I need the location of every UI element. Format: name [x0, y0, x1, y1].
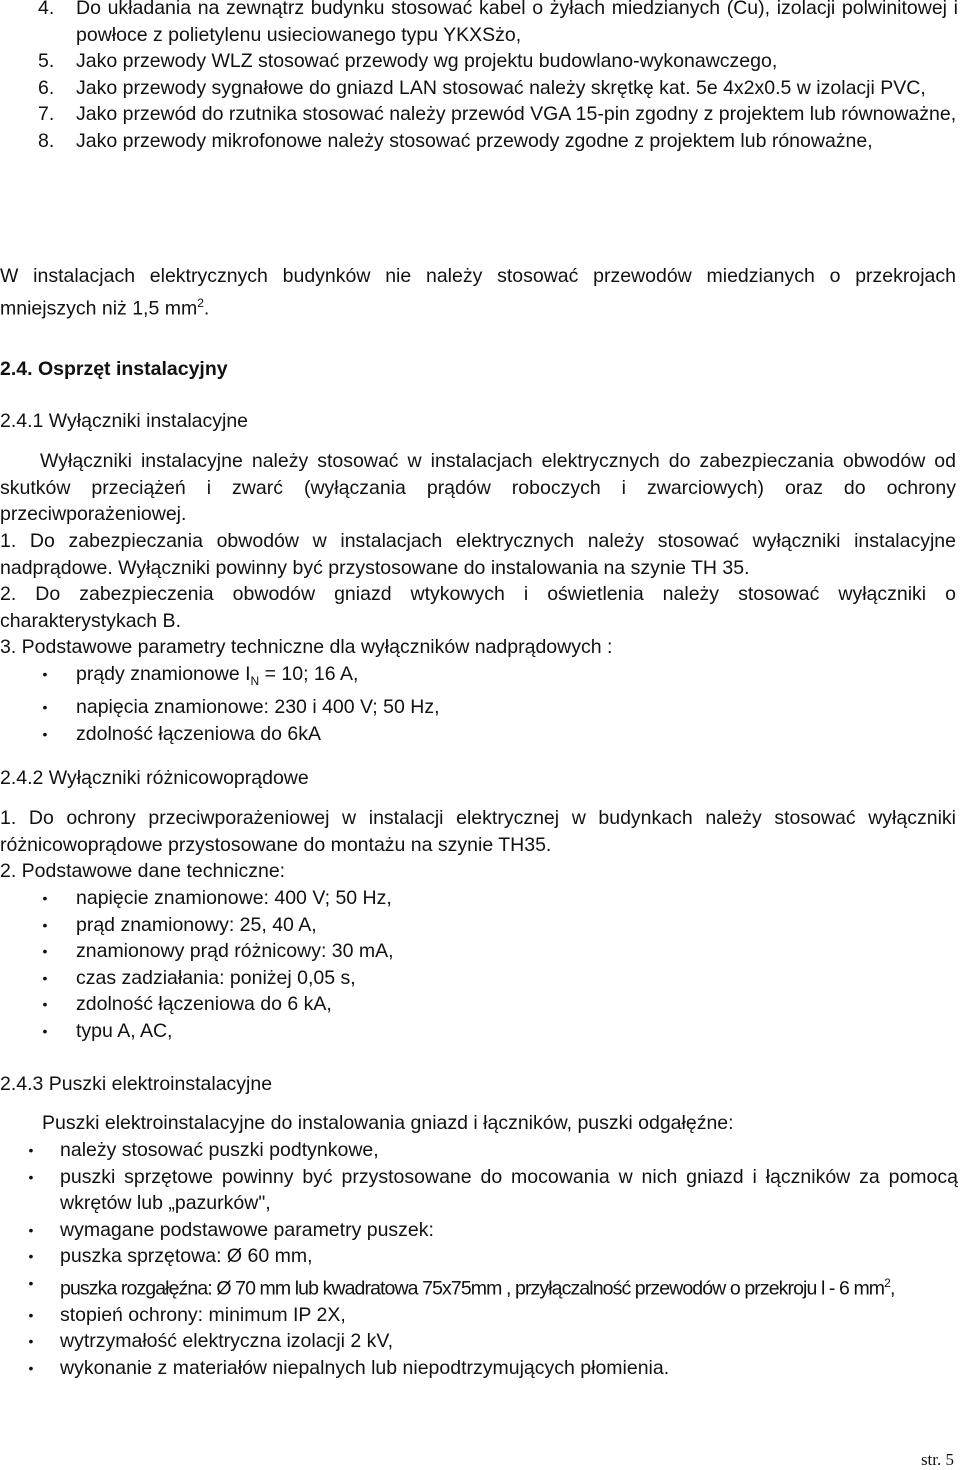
- item-text: [52, 661, 938, 694]
- rcd-point-1: 1. Do ochrony przeciwporażeniowej w instalacji elektrycznej w budynkach należy stosować wyłączniki różnicowoprądowe przystosowane do montażu na szynie TH35.: [0, 807, 956, 856]
- wylaczniki-parameters-list: [38, 661, 938, 747]
- rated-current-label: prądy znamionowe I: [76, 663, 251, 685]
- rcd-parameters-list: [38, 885, 938, 1044]
- item-text: [38, 1270, 958, 1302]
- subsection-heading-rcd: 2.4.2 Wyłączniki różnicowoprądowe: [0, 767, 309, 789]
- list-item: [38, 885, 938, 912]
- item-end: ,: [889, 1277, 895, 1299]
- bullet-icon: •: [42, 943, 48, 959]
- wylaczniki-point-1: 1. Do zabezpieczania obwodów w instalacjach elektrycznych należy stosować wyłączniki instalacyjne nadprądowe. Wyłączniki powinny być przystosowane do instalowania na szynie TH 35.: [0, 530, 956, 579]
- bullet-icon: •: [28, 1248, 34, 1264]
- item-number: 5.: [38, 50, 55, 72]
- puszki-list: [24, 1137, 958, 1381]
- page-number: str. 5: [920, 1450, 954, 1469]
- item-number: 8.: [38, 129, 55, 152]
- wylaczniki-point-3: 3. Podstawowe parametry techniczne dla wyłączników nadprądowych :: [0, 636, 613, 658]
- item-text: typu A, AC,: [76, 1019, 173, 1042]
- rated-current-values: = 10; 16 A,: [259, 663, 359, 685]
- bullet-icon: •: [28, 1142, 34, 1158]
- cable-requirements-list: [0, 0, 958, 154]
- item-text: należy stosować puszki podtynkowe,: [60, 1139, 379, 1161]
- item-text: napięcia znamionowe: 230 i 400 V; 50 Hz,: [76, 696, 440, 719]
- bullet-icon: •: [42, 666, 48, 682]
- item-text: stopień ochrony: minimum IP 2X,: [60, 1303, 346, 1326]
- item-text: zdolność łączeniowa do 6kA: [76, 722, 321, 745]
- bullet-icon: •: [28, 1359, 34, 1376]
- item-text: wykonanie z materiałów niepalnych lub niepodtrzymujących płomienia.: [60, 1356, 670, 1379]
- bullet-icon: •: [42, 996, 48, 1012]
- bullet-icon: •: [42, 699, 48, 716]
- list-item: [0, 0, 958, 48]
- item-text: Jako przewody sygnałowe do gniazd LAN stosować należy skrętkę kat. 5e 4x2x0.5 w izolacji PVC,: [76, 76, 926, 99]
- list-item: [38, 965, 938, 992]
- bullet-icon: •: [42, 969, 48, 986]
- bullet-icon: •: [42, 725, 48, 742]
- list-item: [24, 1217, 958, 1244]
- bullet-icon: •: [28, 1221, 34, 1238]
- rcd-point-2: 2. Podstawowe dane techniczne:: [0, 860, 286, 882]
- junction-box-text: puszka rozgałęźna: Ø 70 mm lub kwadratowa 75x75mm , przyłączalność przewodów o przekroju l - 6 mm: [60, 1277, 885, 1299]
- item-text: prąd znamionowy: 25, 40 A,: [76, 913, 317, 936]
- list-item: [24, 1137, 958, 1164]
- item-text: Jako przewód do rzutnika stosować należy przewód VGA 15-pin zgodny z projektem lub równoważne,: [76, 103, 957, 125]
- bullet-icon: •: [28, 1333, 34, 1349]
- list-item: [24, 1243, 958, 1270]
- item-number: 4.: [38, 0, 55, 19]
- item-number: 7.: [38, 103, 55, 125]
- item-text: Do układania na zewnątrz budynku stosować kabel o żyłach miedzianych (Cu), izolacji polwinitowej i powłoce z polietylenu usieciowanego typu YKXSżo,: [76, 0, 958, 46]
- list-item: [0, 128, 958, 155]
- bullet-icon: •: [28, 1168, 34, 1185]
- item-text: wytrzymałość elektryczna izolacji 2 kV,: [60, 1330, 394, 1352]
- list-item: [24, 1164, 958, 1217]
- paragraph-text: W instalacjach elektrycznych budynków nie należy stosować przewodów miedzianych o przekrojach mniejszych niż 1,5 mm: [0, 265, 956, 319]
- list-item: [38, 938, 938, 965]
- list-item: [24, 1355, 958, 1382]
- item-text: znamionowy prąd różnicowy: 30 mA,: [76, 940, 394, 962]
- list-item: [24, 1270, 958, 1302]
- list-item: [0, 75, 958, 102]
- list-item: [38, 991, 938, 1018]
- list-item: [0, 48, 958, 75]
- bullet-icon: •: [28, 1274, 34, 1291]
- superscript: 2: [197, 295, 204, 310]
- subsection-heading-puszki: 2.4.3 Puszki elektroinstalacyjne: [0, 1073, 273, 1095]
- wylaczniki-intro: Wyłączniki instalacyjne należy stosować w instalacjach elektrycznych do zabezpieczania obwodów od skutków przeciążeń i zwarć (wyłączania prądów roboczych i zwarciowych) oraz do ochrony przeciwporażeniowej.: [0, 450, 956, 525]
- item-text: czas zadziałania: poniżej 0,05 s,: [76, 966, 356, 989]
- item-text: napięcie znamionowe: 400 V; 50 Hz,: [76, 887, 392, 909]
- paragraph-end: .: [203, 297, 210, 319]
- item-text: puszki sprzętowe powinny być przystosowane do mocowania w nich gniazd i łączników za pomocą wkrętów lub „pazurków",: [60, 1165, 958, 1214]
- list-item: [24, 1302, 958, 1329]
- bullet-icon: •: [42, 890, 48, 906]
- list-item: [38, 721, 938, 748]
- item-text: puszka sprzętowa: Ø 60 mm,: [60, 1245, 313, 1267]
- item-text: Jako przewody mikrofonowe należy stosować przewody zgodne z projektem lub rónoważne,: [76, 129, 873, 152]
- list-item: [38, 912, 938, 939]
- bullet-icon: •: [42, 1022, 48, 1039]
- copper-paragraph: [0, 263, 956, 322]
- superscript: 2: [884, 1275, 890, 1290]
- puszki-intro: Puszki elektroinstalacyjne do instalowania gniazd i łączników, puszki odgałęźne:: [42, 1112, 734, 1134]
- wylaczniki-point-2: 2. Do zabezpieczenia obwodów gniazd wtykowych i oświetlenia należy stosować wyłączniki o charakterystykach B.: [0, 583, 956, 632]
- list-item: [24, 1328, 958, 1355]
- subsection-heading-wylaczniki: 2.4.1 Wyłączniki instalacyjne: [0, 410, 249, 432]
- section-heading-osprzet: 2.4. Osprzęt instalacyjny: [0, 358, 228, 380]
- item-text: wymagane podstawowe parametry puszek:: [60, 1218, 434, 1241]
- bullet-icon: •: [42, 916, 48, 933]
- list-item: [38, 1018, 938, 1045]
- item-text: zdolność łączeniowa do 6 kA,: [76, 993, 332, 1015]
- list-item: [38, 694, 938, 721]
- list-item: [0, 101, 958, 128]
- item-number: 6.: [38, 76, 55, 99]
- item-text: Jako przewody WLZ stosować przewody wg projektu budowlano-wykonawczego,: [76, 50, 778, 72]
- subscript: N: [250, 673, 260, 688]
- bullet-icon: •: [28, 1306, 34, 1323]
- list-item: [38, 661, 938, 694]
